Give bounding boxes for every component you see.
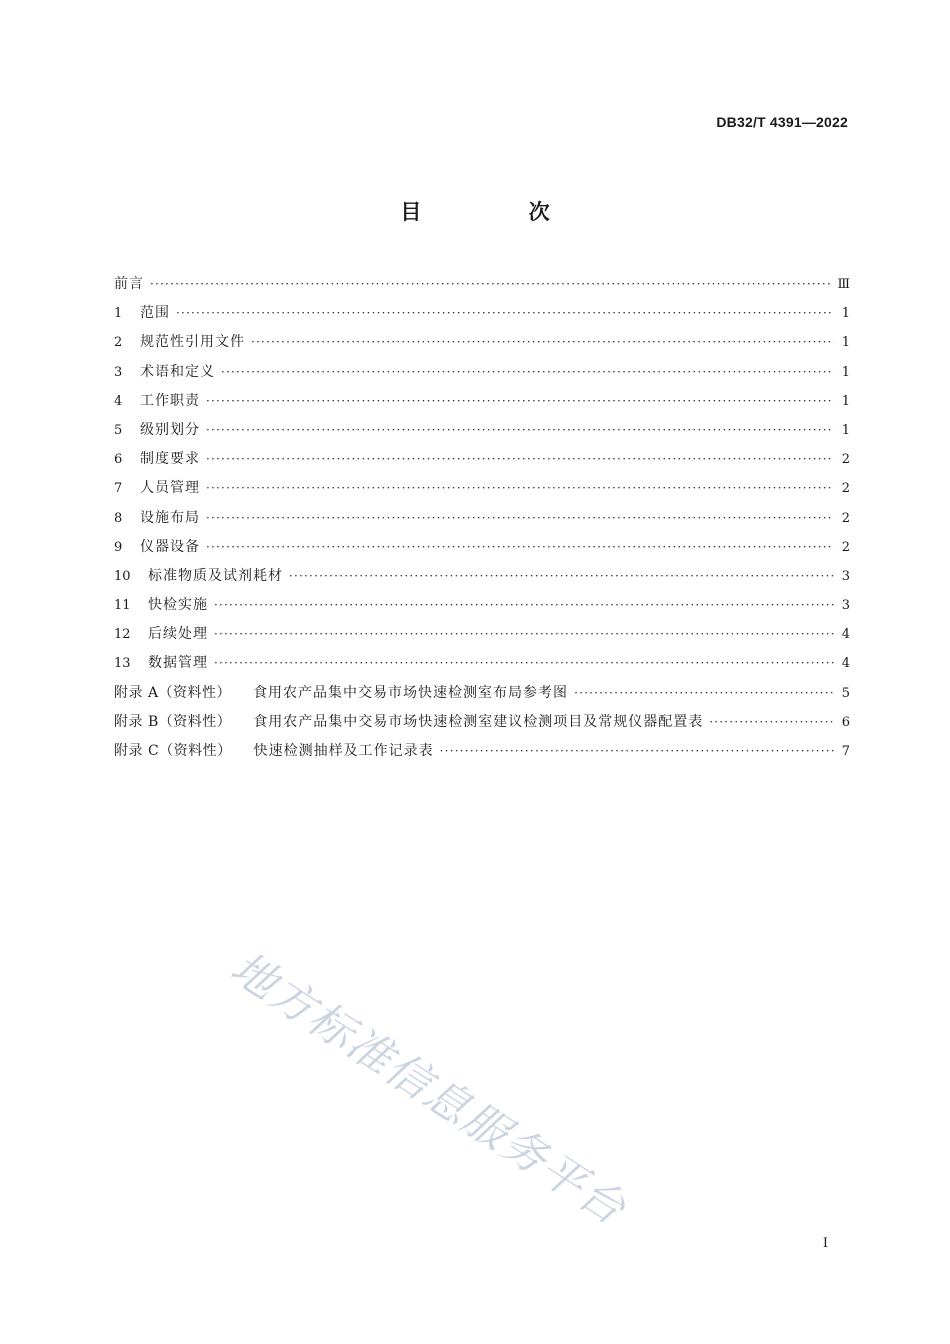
toc-entry-label: 规范性引用文件 [140,334,245,351]
toc-entry-5[interactable] [114,416,850,445]
toc-entry-page: 5 [841,685,850,701]
toc-entry-page: 6 [841,714,850,730]
toc-dot-leader [206,533,834,562]
toc-entry-label: 术语和定义 [140,363,215,380]
toc-entry-number: 5 [114,422,123,438]
toc-entry-number: 10 [114,568,131,584]
toc-entry-page: 1 [841,364,850,380]
toc-entry-annex-b[interactable] [114,708,850,737]
toc-entry-number: 6 [114,452,123,468]
toc-dot-leader [221,358,834,387]
toc-entry-page: 2 [841,510,850,526]
toc-entry-12[interactable] [114,620,850,649]
toc-entry-label: 快检实施 [148,597,208,614]
toc-dot-leader [214,591,834,620]
toc-entry-label: 食用农产品集中交易市场快速检测室建议检测项目及常规仪器配置表 [253,713,704,730]
toc-dot-leader [574,679,834,708]
toc-entry-annex-c[interactable] [114,737,850,766]
toc-dot-leader [214,620,834,649]
toc-entry-label: 人员管理 [140,480,200,497]
toc-title: 目 次 [400,200,600,224]
watermark: 地方标准信息服务平台 [221,942,636,1236]
toc-dot-leader [206,387,834,416]
toc-entry-4[interactable] [114,387,850,416]
toc-entry-6[interactable] [114,445,850,474]
toc-entry-page: 2 [841,539,850,555]
toc-entry-label: 后续处理 [148,626,208,643]
toc-entry-label: 前言 [114,276,144,292]
toc-entry-page: 3 [841,568,850,584]
toc-entry-number: 9 [114,539,123,555]
toc-annex-prefix: 附录 C（资料性） [114,743,232,759]
toc-dot-leader [150,270,833,299]
toc-entry-label: 工作职责 [140,392,200,409]
toc-entry-number: 8 [114,510,123,526]
toc-entry-2[interactable] [114,328,850,357]
toc-entry-page: 2 [841,452,850,468]
toc-entry-foreword[interactable] [114,270,850,299]
toc-entry-page: 7 [841,744,850,759]
toc-entry-number: 7 [114,481,123,497]
table-of-contents [114,270,850,766]
toc-entry-label: 仪器设备 [140,538,200,555]
toc-entry-7[interactable] [114,474,850,503]
toc-dot-leader [440,737,834,766]
toc-entry-label: 设施布局 [140,509,200,526]
page-number: I [822,1236,828,1251]
toc-entry-page: 1 [841,422,850,438]
toc-entry-label: 快速检测抽样及工作记录表 [253,743,434,759]
toc-entry-number: 1 [114,306,123,322]
toc-entry-page: 4 [841,627,850,643]
toc-annex-prefix: 附录 A（资料性） [114,684,232,701]
toc-entry-label: 制度要求 [140,451,200,468]
toc-entry-number: 13 [114,656,131,672]
toc-dot-leader [206,445,834,474]
toc-entry-11[interactable] [114,591,850,620]
toc-entry-page: 1 [841,335,850,351]
toc-dot-leader [206,416,834,445]
toc-dot-leader [289,562,834,591]
document-code: DB32/T 4391—2022 [716,114,848,130]
toc-dot-leader [709,708,834,737]
toc-entry-8[interactable] [114,504,850,533]
toc-dot-leader [251,328,834,357]
toc-entry-9[interactable] [114,533,850,562]
toc-entry-page: 1 [841,306,850,322]
toc-entry-page: 1 [841,393,850,409]
toc-entry-number: 2 [114,335,123,351]
toc-entry-13[interactable] [114,649,850,678]
toc-entry-page: 2 [841,481,850,497]
toc-dot-leader [214,649,834,678]
toc-entry-label: 数据管理 [148,655,208,672]
toc-entry-annex-a[interactable] [114,679,850,708]
toc-dot-leader [206,474,834,503]
toc-entry-number: 12 [114,627,131,643]
toc-entry-label: 级别划分 [140,421,200,438]
toc-entry-page: Ⅲ [837,277,850,292]
toc-entry-number: 4 [114,393,123,409]
toc-entry-number: 3 [114,364,123,380]
toc-dot-leader [206,504,834,533]
toc-annex-prefix: 附录 B（资料性） [114,713,232,730]
toc-entry-label: 范围 [140,305,170,322]
toc-dot-leader [176,299,834,328]
toc-entry-1[interactable] [114,299,850,328]
toc-entry-page: 3 [841,598,850,614]
toc-entry-10[interactable] [114,562,850,591]
toc-entry-number: 11 [114,598,131,614]
toc-entry-3[interactable] [114,358,850,387]
toc-entry-label: 食用农产品集中交易市场快速检测室布局参考图 [253,684,569,701]
toc-entry-page: 4 [841,656,850,672]
toc-entry-label: 标准物质及试剂耗材 [148,567,283,584]
